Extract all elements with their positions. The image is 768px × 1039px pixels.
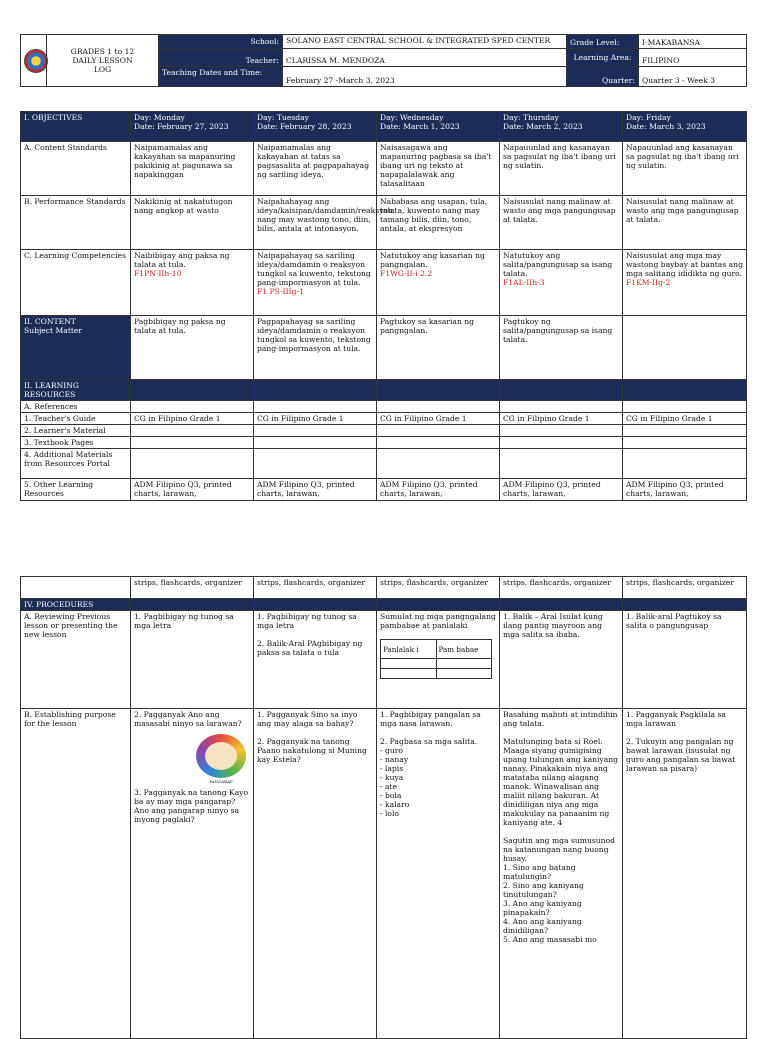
table-cell: Napauunlad ang kasanayan sa pagsulat ng iba't ibang uri ng sulatin. xyxy=(623,142,747,196)
day-thursday: Day: Thursday Date: March 2, 2023 xyxy=(500,112,623,142)
performance-standards-row: B. Performance Standards Nakikinig at nakatutugon nang angkop at wasto Naipahahayag ang ideya/kaisipan/damdamin/reaksyon nang may wastong tono, diin, bilis, antala at intonasyon. Nababasa ang usapan, tula, talata, kuwento nang may tamang bilis, diin, tono, antala, at ekspresyon Naisusulat nang malinaw at wasto ang mga pangungusap at talata. Naisusulat nang malinaw at wasto ang mga pangungusap at talata. xyxy=(21,196,747,250)
day-wednesday: Day: Wednesday Date: March 1, 2023 xyxy=(377,112,500,142)
dreams-picture xyxy=(192,734,250,784)
list-item: - guro xyxy=(380,746,403,755)
table-cell: Pagtukoy sa kasarian ng pangngalan. xyxy=(377,316,500,380)
quarter-label: Quarter: xyxy=(567,67,639,87)
school-label: School: xyxy=(159,35,283,49)
learners-material-row: 2. Learner's Material xyxy=(21,425,747,437)
day-monday: Day: Monday Date: February 27, 2023 xyxy=(131,112,254,142)
teacher-label: Teacher: xyxy=(159,49,283,67)
table-cell: Naisusulat nang malinaw at wasto ang mga pangungusap at talata. xyxy=(500,196,623,250)
list-item: 3. Ano ang kaniyang pinapakain? xyxy=(503,899,582,917)
table-cell: Naibibigay ang paksa ng talata at tula. F1PN-IIh-10 xyxy=(131,250,254,316)
learning-resources-row xyxy=(21,380,747,401)
table-cell: ADM Filipino Q3, printed charts, larawan, xyxy=(500,479,623,501)
table-cell: Naisusulat ang mga may wastong baybay at bantas ang mga salitang ididikta ng guro. F1KM-IIg-2 xyxy=(623,250,747,316)
table-cell: Naipamamalas ang kakayahan sa mapanuring pakikinig at pagunawa sa napakinggan xyxy=(131,142,254,196)
teachers-guide-row: 1. Teacher's Guide CG in Filipino Grade 1 CG in Filipino Grade 1 CG in Filipino Grade 1 CG in Filipino Grade 1 CG in Filipino Grade 1 xyxy=(21,413,747,425)
table-cell: 1. Pagganyak Pagkilala sa mga larawan 2. Tukuyin ang pangalan ng bawat larawan (isusulat ng guro ang pangalan sa bawat larawan sa pisara) xyxy=(623,709,747,1039)
table-cell: Natutukoy ang salita/pangungusap sa isang talata. F1AL-IIh-3 xyxy=(500,250,623,316)
school-name: SOLANO EAST CENTRAL SCHOOL & INTEGRATED SPED CENTER xyxy=(283,35,567,49)
table-cell: Nababasa ang usapan, tula, talata, kuwento nang may tamang bilis, diin, tono, antala, at ekspresyon xyxy=(377,196,500,250)
table-cell: CG in Filipino Grade 1 xyxy=(623,413,747,425)
teacher-name: CLARISSA M. MENDOZA xyxy=(283,49,567,67)
table-cell: Pagbibigay ng paksa ng talata at tula. xyxy=(131,316,254,380)
table-cell: Pagpapahayag sa sariling ideya/damdamin o reaksyon tungkol sa kuwento, tekstong pang-impormasyon at tula. xyxy=(254,316,377,380)
content-row xyxy=(21,316,747,380)
list-item: 2. Sino ang kaniyang tinutulungan? xyxy=(503,881,584,899)
table-cell: 1. Pagbibigay ng tunog sa mga letra xyxy=(131,611,254,709)
table-cell: 2. Pagganyak Ano ang masasabi ninyo sa larawan? PANGARAP 3. Pagganyak na tanong Kayo ba ay may mga pangarap? Ano ang pangarap ninyo sa inyong paglaki? xyxy=(131,709,254,1039)
table-cell: 1. Balik-aral Pagtukoy sa salita o pangungusap xyxy=(623,611,747,709)
table-cell: Naipahahayag ang ideya/kaisipan/damdamin/reaksyon nang may wastong tono, diin, bilis, antala at intonasyon. xyxy=(254,196,377,250)
table-cell: strips, flashcards, organizer xyxy=(131,577,254,599)
page-2 xyxy=(0,576,768,1024)
list-item: - lolo xyxy=(380,809,399,818)
gender-nouns-table: Panlalak i Pam babae xyxy=(380,639,492,679)
list-item: - bola xyxy=(380,791,402,800)
list-item: - nanay xyxy=(380,755,409,764)
area-label: Learning Area: xyxy=(567,49,639,67)
procedures-table xyxy=(20,576,747,1039)
learning-competencies-row: C. Learning Competencies Naibibigay ang paksa ng talata at tula. F1PN-IIh-10 Naipapahayag sa sariling ideya/damdamin o reaksyon tungkol sa kuwento, tekstong pang-impormasyon at tula. F1 PS-IIIg-1 Natutukoy ang kasarian ng pangngalan. F1WG-II-i 2.2 Natutukoy ang salita/pangungusap sa isang talata. F1AL-IIh-3 Naisusulat ang mga may wastong baybay at bantas ang mga salitang ididikta ng guro. F1KM-IIg-2 xyxy=(21,250,747,316)
competency-code: F1KM-IIg-2 xyxy=(626,278,671,287)
table-cell: ADM Filipino Q3, printed charts, larawan, xyxy=(131,479,254,501)
table-cell: ADM Filipino Q3, printed charts, larawan, xyxy=(254,479,377,501)
table-cell: Naisasagawa ang mapanuring pagbasa sa iba't ibang uri ng teksto at napapalalawak ang talasalitaan xyxy=(377,142,500,196)
table-cell: 1. Pagbibigay pangalan sa mga nasa larawan. 2. Pagbasa sa mga salita. - guro - nanay - lapis - kuya - ate - bola - kalaro - lolo xyxy=(377,709,500,1039)
establishing-row: B. Establishing purpose for the lesson 2. Pagganyak Ano ang masasabi ninyo sa larawan? PANGARAP 3. Pagganyak na tanong Kayo ba ay may mga pangarap? Ano ang pangarap ninyo sa inyong paglaki? 1. Pagganyak Sino sa inyo ang may alaga sa bahay? 2. Pagganyak na tanong Paano nakatulong si Muning kay Estela? 1. Pagbibigay pangalan sa mga nasa larawan. 2. Pagbasa sa mga salita. - guro - nanay - lapis - kuya - ate - bola - kalaro - lolo Basahing mabuti at intindihin ang talata. Matulunging bata si Roel. Maaga siyang gumigising upang tulungan ang kaniyang nanay. Pinakakain niya ang matataba nilang alagang manok. Winawalisan ang maliit nilang bakuran. At dinidiligan niya ang mga makukulay na panaanim ng kaniyang ate. 4 Sagutin ang mga sumusunod na katanungan nang buong husay. 1. Sino ang batang matulungin? 2. Sino ang kaniyang tinutulungan? 3. Ano ang kaniyang pinapakain? 4. Ano ang kaniyang dinidiligan? 5. Ano ang masasabi mo 1. Pagganyak Pagkilala sa mga larawan 2. Tukuyin ang pangalan ng bawat larawan (isusulat ng guro ang pangalan sa bawat larawan sa pisara) xyxy=(21,709,747,1039)
list-item: 4. Ano ang kaniyang dinidiligan? xyxy=(503,917,582,935)
list-item: - kalaro xyxy=(380,800,410,809)
additional-materials-row: 4. Additional Materials from Resources Portal xyxy=(21,449,747,479)
table-cell: Pagtukoy ng salita/pangungusap sa isang talata. xyxy=(500,316,623,380)
content-standards-row: A. Content Standards Naipamamalas ang kakayahan sa mapanuring pakikinig at pagunawa sa napakinggan Naipamamalas ang kakayahan at tatas sa pagsasalita at pagpapahayag ng sariling ideya, Naisasagawa ang mapanuring pagbasa sa iba't ibang uri ng teksto at napapalalawak ang talasalitaan Napauunlad ang kasanayan sa pagsulat ng iba't ibang uri ng sulatin. Napauunlad ang kasanayan sa pagsulat ng iba't ibang uri ng sulatin. xyxy=(21,142,747,196)
table-cell: Natutukoy ang kasarian ng pangngalan. F1WG-II-i 2.2 xyxy=(377,250,500,316)
list-item: 5. Ano ang masasabi mo xyxy=(503,935,597,944)
table-cell: CG in Filipino Grade 1 xyxy=(500,413,623,425)
reviewing-row: A. Reviewing Previous lesson or presenting the new lesson 1. Pagbibigay ng tunog sa mga letra 1. Pagbibigay ng tunog sa mga letra 2. Balik-Aral PAgbibigay ng paksa sa talata o tula Sumulat ng mga pangngalang pambabae at panlalaki Panlalak i Pam babae 1. Balik – Aral Isulat kung ilang pantig mayroon ang mga salita sa ibaba. 1. Balik-aral Pagtukoy sa salita o pangungusap xyxy=(21,611,747,709)
table-cell: 1. Balik – Aral Isulat kung ilang pantig mayroon ang mga salita sa ibaba. xyxy=(500,611,623,709)
table-cell: 1. Pagbibigay ng tunog sa mga letra 2. Balik-Aral PAgbibigay ng paksa sa talata o tula xyxy=(254,611,377,709)
table-cell: Naipamamalas ang kakayahan at tatas sa pagsasalita at pagpapahayag ng sariling ideya, xyxy=(254,142,377,196)
dates-value: February 27 -March 3, 2023 xyxy=(283,67,567,87)
table-cell: Sumulat ng mga pangngalang pambabae at panlalaki Panlalak i Pam babae xyxy=(377,611,500,709)
textbook-row: 3. Textbook Pages xyxy=(21,437,747,449)
picture-caption: PANGARAP xyxy=(209,779,233,784)
table-cell: strips, flashcards, organizer xyxy=(254,577,377,599)
list-item: - ate xyxy=(380,782,398,791)
competency-code: F1PN-IIh-10 xyxy=(134,269,182,278)
area-value: FILIPINO xyxy=(639,49,747,67)
list-item: 1. Sino ang batang matulungin? xyxy=(503,863,576,881)
day-friday: Day: Friday Date: March 3, 2023 xyxy=(623,112,747,142)
table-cell: ADM Filipino Q3, printed charts, larawan, xyxy=(623,479,747,501)
day-tuesday: Day: Tuesday Date: February 28, 2023 xyxy=(254,112,377,142)
quarter-value: Quarter 3 - Week 3 xyxy=(639,67,747,87)
table-cell: strips, flashcards, organizer xyxy=(623,577,747,599)
table-cell: Naisusulat nang malinaw at wasto ang mga pangungusap at talata. xyxy=(623,196,747,250)
school-seal-icon xyxy=(24,49,48,73)
objectives-table xyxy=(20,111,747,501)
table-cell xyxy=(623,316,747,380)
table-cell: CG in Filipino Grade 1 xyxy=(254,413,377,425)
references-row: A. References xyxy=(21,401,747,413)
competency-code: F1 PS-IIIg-1 xyxy=(257,287,304,296)
objectives-heading: I. OBJECTIVES xyxy=(21,112,131,142)
other-resources-row: 5. Other Learning Resources ADM Filipino Q3, printed charts, larawan, ADM Filipino Q3, printed charts, larawan, ADM Filipino Q3, printed charts, larawan, ADM Filipino Q3, printed charts, larawan, ADM Filipino Q3, printed charts, larawan, xyxy=(21,479,747,501)
table-cell: 1. Pagganyak Sino sa inyo ang may alaga sa bahay? 2. Pagganyak na tanong Paano nakatulong si Muning kay Estela? xyxy=(254,709,377,1039)
lesson-log-header xyxy=(20,34,747,87)
learning-resources-heading: II. LEARNING RESOURCES xyxy=(21,380,131,401)
resources-continued-row xyxy=(21,577,747,599)
table-cell: Nakikinig at nakatutugon nang angkop at wasto xyxy=(131,196,254,250)
procedures-row xyxy=(21,599,747,611)
content-heading: II. CONTENT Subject Matter xyxy=(21,316,131,380)
table-cell: CG in Filipino Grade 1 xyxy=(377,413,500,425)
table-cell: strips, flashcards, organizer xyxy=(377,577,500,599)
list-item: - lapis xyxy=(380,764,404,773)
dates-label: Teaching Dates and Time: xyxy=(159,67,283,87)
procedures-heading: IV. PROCEDURES xyxy=(21,599,131,611)
table-cell: ADM Filipino Q3, printed charts, larawan, xyxy=(377,479,500,501)
competency-code: F1WG-II-i 2.2 xyxy=(380,269,433,278)
table-cell: Naipapahayag sa sariling ideya/damdamin o reaksyon tungkol sa kuwento, tekstong pang-impormasyon at tula. F1 PS-IIIg-1 xyxy=(254,250,377,316)
competency-code: F1AL-IIh-3 xyxy=(503,278,545,287)
table-cell: strips, flashcards, organizer xyxy=(500,577,623,599)
table-cell: Basahing mabuti at intindihin ang talata. Matulunging bata si Roel. Maaga siyang gumigising upang tulungan ang kaniyang nanay. Pinakakain niya ang matataba nilang alagang manok. Winawalisan ang maliit nilang bakuran. At dinidiligan niya ang mga makukulay na panaanim ng kaniyang ate. 4 Sagutin ang mga sumusunod na katanungan nang buong husay. 1. Sino ang batang matulungin? 2. Sino ang kaniyang tinutulungan? 3. Ano ang kaniyang pinapakain? 4. Ano ang kaniyang dinidiligan? 5. Ano ang masasabi mo xyxy=(500,709,623,1039)
table-cell: CG in Filipino Grade 1 xyxy=(131,413,254,425)
grade-value: I-MAKABANSA xyxy=(639,35,747,49)
list-item: - kuya xyxy=(380,773,404,782)
deped-seal xyxy=(21,35,47,87)
grade-label: Grade Level: xyxy=(567,35,639,49)
table-cell: Napauunlad ang kasanayan sa pagsulat ng iba't ibang uri ng sulatin. xyxy=(500,142,623,196)
dll-title: GRADES 1 to 12 DAILY LESSON LOG xyxy=(47,35,159,87)
